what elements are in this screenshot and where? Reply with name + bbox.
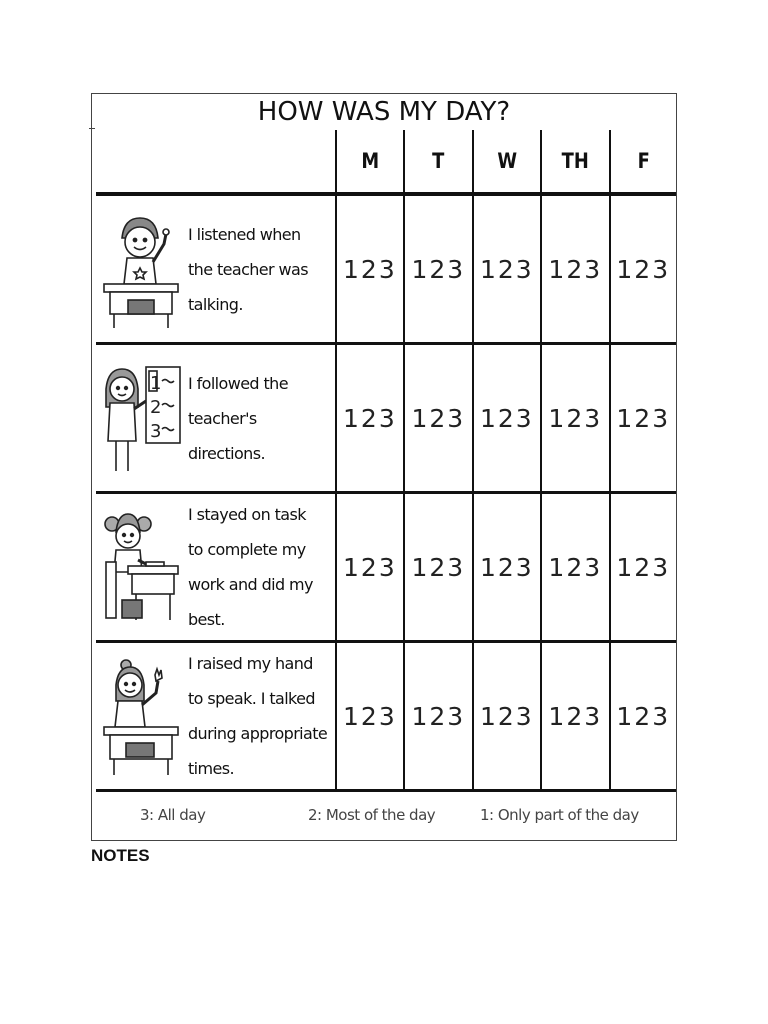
svg-text:1: 1 (150, 373, 162, 394)
day-header-row (96, 130, 676, 194)
behavior-row-listened (96, 194, 676, 344)
score-monday[interactable]: 123 (336, 642, 404, 791)
score-wednesday[interactable]: 123 (473, 194, 541, 344)
notes-label: NOTES (91, 846, 150, 865)
margin-tick (89, 128, 95, 129)
girl-at-desk-raising-hand-icon (100, 651, 184, 781)
svg-text:3: 3 (150, 421, 162, 442)
girl-at-numbered-chart-icon (100, 353, 184, 483)
behavior-text: I stayed on task to complete my work and did my best. (188, 505, 313, 629)
score-thursday[interactable]: 123 (541, 493, 609, 642)
behavior-row-followed (96, 344, 676, 493)
behavior-text: I raised my hand to speak. I talked during appropriate times. (188, 654, 328, 778)
girl-writing-at-desk-icon (100, 502, 184, 632)
score-tuesday[interactable]: 123 (404, 642, 472, 791)
score-monday[interactable]: 123 (336, 493, 404, 642)
boy-at-desk-raising-hand-icon (100, 204, 184, 334)
key-part-of-day: 1: Only part of the day (480, 806, 639, 824)
behavior-cell (96, 642, 336, 791)
score-wednesday[interactable]: 123 (473, 344, 541, 493)
day-header-wednesday: W (478, 130, 536, 194)
behavior-cell (96, 194, 336, 344)
day-header-friday: F (615, 130, 672, 194)
score-friday[interactable]: 123 (610, 642, 676, 791)
behavior-chart (91, 93, 677, 841)
day-header-monday: M (341, 130, 399, 194)
behavior-row-raised-hand (96, 642, 676, 791)
score-friday[interactable]: 123 (610, 194, 676, 344)
behavior-text: I followed the teacher's directions. (188, 373, 288, 463)
behavior-cell (96, 493, 336, 642)
score-monday[interactable]: 123 (336, 194, 404, 344)
chart-title: HOW WAS MY DAY? (257, 97, 511, 127)
score-friday[interactable]: 123 (610, 344, 676, 493)
day-header-tuesday: T (409, 130, 467, 194)
behavior-text: I listened when the teacher was talking. (188, 224, 308, 314)
behavior-cell (96, 344, 336, 493)
score-friday[interactable]: 123 (610, 493, 676, 642)
score-tuesday[interactable]: 123 (404, 194, 472, 344)
key-all-day: 3: All day (140, 806, 206, 824)
behavior-row-on-task (96, 493, 676, 642)
key-most-of-day: 2: Most of the day (308, 806, 436, 824)
score-wednesday[interactable]: 123 (473, 642, 541, 791)
score-thursday[interactable]: 123 (541, 642, 609, 791)
score-wednesday[interactable]: 123 (473, 493, 541, 642)
day-header-thursday: TH (546, 130, 604, 194)
score-monday[interactable]: 123 (336, 344, 404, 493)
header-blank-cell (96, 130, 336, 194)
rating-key (96, 792, 676, 836)
score-thursday[interactable]: 123 (541, 344, 609, 493)
score-tuesday[interactable]: 123 (404, 344, 472, 493)
score-tuesday[interactable]: 123 (404, 493, 472, 642)
behavior-table (96, 130, 676, 792)
svg-text:2: 2 (150, 397, 162, 418)
score-thursday[interactable]: 123 (541, 194, 609, 344)
